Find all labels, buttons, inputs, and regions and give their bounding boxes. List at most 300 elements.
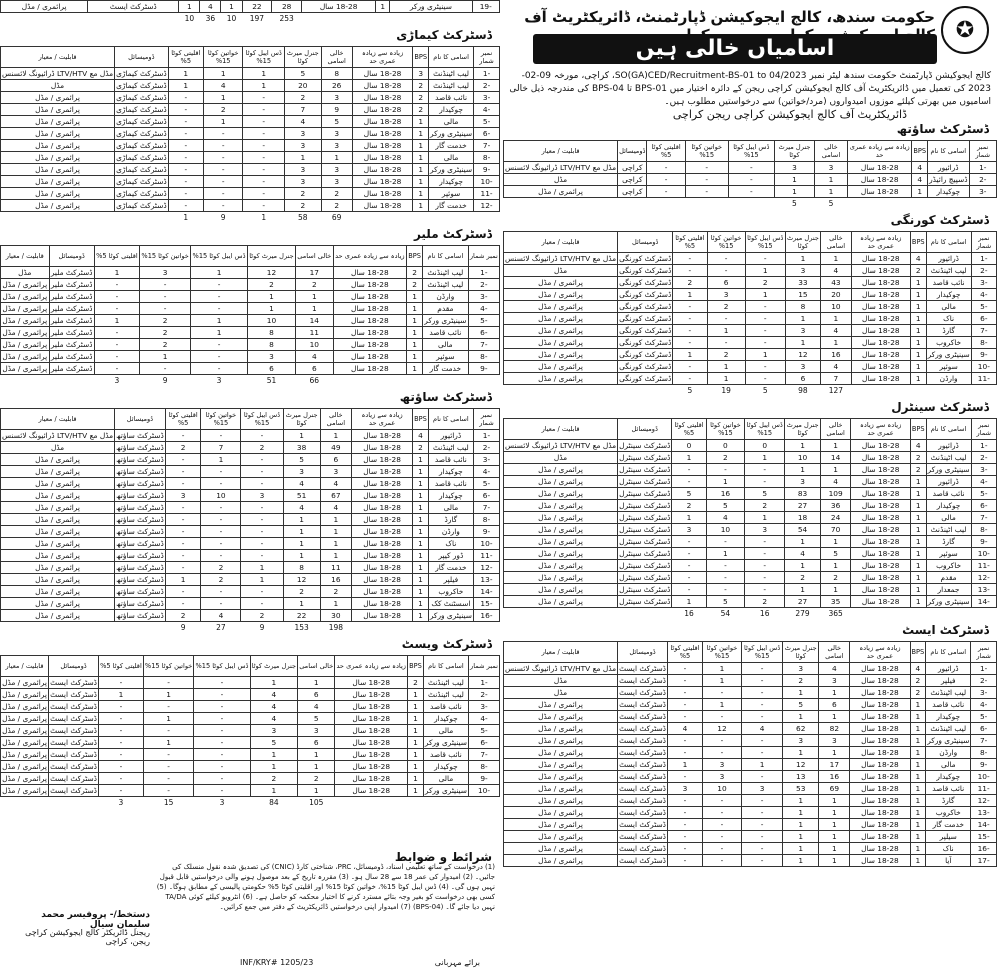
table-cell: 4 — [910, 663, 926, 675]
table-cell: 2 — [672, 500, 706, 512]
table-cell: ڈسٹرکٹ ملیر — [50, 267, 93, 277]
table-cell: ڈسٹرکٹ ساؤتھ — [116, 598, 164, 608]
totals-spacer — [352, 622, 413, 634]
table-cell: 2 — [910, 687, 926, 699]
table-cell: - — [745, 572, 785, 584]
table-cell: 1 — [408, 761, 424, 773]
table-cell: جمعدار — [926, 584, 971, 596]
table-cell: 1 — [413, 538, 429, 550]
column-header: ڈس ایبل کوٹا 15% — [241, 409, 283, 430]
table-cell: پرائمری / مڈل — [2, 785, 47, 795]
table-cell: 0 — [672, 440, 706, 452]
column-header: BPS — [912, 141, 928, 162]
table-cell: ڈسٹرکٹ ایسٹ — [619, 747, 666, 757]
table-cell: -10 — [971, 361, 996, 373]
table-cell: - — [194, 701, 250, 713]
totals-spacer — [333, 375, 407, 387]
total-value: 5 — [687, 385, 693, 395]
district-title: ڈسٹرکٹ ساؤتھ — [399, 390, 492, 404]
table-cell: پرائمری / مڈل — [504, 759, 618, 771]
table-cell: - — [702, 711, 741, 723]
district-title: ڈسٹرکٹ ساؤتھ — [896, 122, 989, 136]
table-cell: 18-28 سال — [851, 476, 910, 488]
table-cell: 1 — [774, 186, 814, 198]
table-cell: -3 — [971, 277, 996, 289]
table-cell: 1 — [413, 128, 429, 140]
table-row — [504, 795, 997, 807]
table-cell: -8 — [971, 747, 997, 759]
table-cell: ڈسٹرکٹ کورنگی — [619, 361, 672, 371]
table-cell: مالی — [926, 512, 971, 524]
table-cell: 1 — [702, 675, 741, 687]
table-cell: 1 — [785, 560, 820, 572]
table-row — [1, 104, 500, 116]
table-cell: 1 — [413, 574, 429, 586]
table-cell: ڈسٹرکٹ ساؤتھ — [116, 454, 164, 464]
totals-spacer — [376, 13, 390, 25]
table-cell: -3 — [969, 186, 996, 198]
total-value: 279 — [795, 608, 810, 618]
table-cell: - — [191, 351, 248, 363]
table-cell: ڈسٹرکٹ ایسٹ — [50, 785, 97, 795]
table-cell: - — [203, 140, 242, 152]
table-cell: - — [243, 92, 285, 104]
table-cell: پرائمری / مڈل — [2, 315, 48, 325]
table-cell: 3 — [321, 176, 352, 188]
table-cell: 3 — [742, 783, 783, 795]
table-cell: 1 — [910, 361, 926, 373]
table-cell: 18-28 سال — [851, 301, 910, 313]
table-cell: - — [99, 725, 144, 737]
table-cell: ڈسٹرکٹ کورنگی — [619, 277, 672, 287]
table-cell: چوکیدار — [429, 104, 474, 116]
table-cell: -6 — [971, 313, 996, 325]
total-value — [647, 198, 685, 210]
district-table — [503, 641, 997, 878]
table-row — [504, 560, 997, 572]
table-cell: 4 — [910, 253, 926, 265]
table-cell: ڈسٹرکٹ ساؤتھ — [116, 442, 164, 452]
table-cell: - — [243, 176, 285, 188]
table-cell: 22 — [283, 610, 320, 622]
table-cell: ڈسٹرکٹ کیماڑی — [116, 128, 167, 138]
table-cell: 12 — [247, 267, 295, 279]
table-cell: 2 — [706, 452, 744, 464]
table-cell: نائب قاصد — [926, 277, 971, 289]
table-cell: -7 — [971, 512, 996, 524]
table-cell: -9 — [971, 759, 997, 771]
table-cell: سینیٹری ورکر — [429, 610, 472, 620]
table-cell: مالی — [429, 116, 474, 128]
table-cell: 11 — [320, 562, 351, 574]
table-cell: 14 — [820, 452, 851, 464]
column-header: قابلیت / معیار — [1, 246, 50, 267]
table-cell: سینیٹری ورکر — [390, 1, 472, 13]
table-cell: -3 — [473, 454, 499, 466]
table-cell: 3 — [774, 162, 814, 174]
table-cell: 1 — [250, 749, 298, 761]
table-cell: 2 — [247, 279, 295, 291]
total-value: 9 — [220, 212, 226, 222]
table-cell: -14 — [473, 586, 499, 598]
conditions-text: (1) درخواست کے ساتھ تعلیمی اسناد، ڈومیسائل، PRC، شناختی کارڈ (CNIC) کی تصدیق شدہ نقول منسلک کی جائیں۔ (2) امیدوار کی عمر 18 سے 28 سال ہو۔ (3) مقررہ تاریخ کے بعد موصول ہونے والی درخواستیں قابل قبول نہیں ہوں گی۔ (4) ڈس ایبل کوٹا 15%، خواتین کوٹا 15% اور اقلیتی کوٹا 5% حکومتی پالیسی کے مطابق ہوگا۔ (5) کسی بھی درخواست کو بغیر وجہ بتائے مسترد کرنے کا اختیار محکمہ کو حاصل ہے۔ (6) انٹرویو کیلئے کوئی TA/DA نہیں دیا جائے گا۔ (BPS-04) (7) امیدوار اپنی درخواستیں ڈائریکٹریٹ کے دفتر میں جمع کرائیں۔ — [156, 863, 495, 911]
table-row — [504, 747, 997, 759]
table-row — [1, 562, 500, 574]
table-row — [504, 452, 997, 464]
table-cell: 4 — [821, 265, 852, 277]
column-header: ڈس ایبل کوٹا 15% — [745, 232, 785, 253]
signatory-designation: ریجنل ڈائریکٹر کالج ایجوکیشن کراچی ریجن، کراچی — [25, 928, 150, 946]
table-cell: - — [143, 761, 194, 773]
column-header: جنرل میرٹ کوٹا — [783, 642, 819, 663]
table-cell: 2 — [140, 327, 191, 339]
table-cell: ڈسٹرکٹ کیماڑی — [116, 164, 167, 174]
table-cell: 2 — [413, 80, 429, 92]
table-cell: 18-28 سال — [333, 291, 407, 303]
table-cell: ڈور کیپر — [428, 550, 473, 562]
total-value: 51 — [266, 375, 277, 385]
table-cell: ڈسٹرکٹ ملیر — [50, 291, 93, 301]
table-cell: پرائمری / مڈل — [2, 339, 48, 349]
column-header: خواتین کوٹا 15% — [707, 232, 745, 253]
table-cell: 18-28 سال — [333, 279, 407, 291]
table-cell: -2 — [468, 279, 499, 291]
table-cell: 1 — [407, 363, 423, 375]
table-cell: خدمت گار — [429, 140, 474, 152]
table-cell: 1 — [819, 843, 850, 855]
table-cell: 1 — [191, 315, 248, 327]
table-cell: 26 — [321, 80, 352, 92]
table-cell: -2 — [473, 442, 499, 454]
table-cell: -12 — [474, 200, 500, 212]
table-cell: 4 — [298, 701, 335, 713]
table-cell: - — [165, 430, 201, 442]
table-cell: پرائمری / مڈل — [504, 536, 618, 548]
table-row — [1, 303, 500, 315]
column-header: زیادہ سے زیادہ عمری حد — [851, 232, 910, 253]
table-cell: 6 — [247, 363, 295, 375]
table-cell: چوکیدار — [423, 713, 468, 725]
table-cell: 1 — [745, 265, 785, 277]
total-value: 253 — [279, 13, 294, 23]
column-header: جنرل میرٹ کوٹا — [285, 47, 322, 68]
district-table — [503, 231, 997, 396]
table-cell: پرائمری / مڈل — [504, 843, 618, 855]
column-header: ڈومیسائل — [618, 141, 647, 162]
column-header: اسامی کا نام — [423, 246, 469, 267]
table-cell: - — [742, 711, 783, 723]
table-cell: 1 — [413, 454, 429, 466]
table-cell: ڈسٹرکٹ ساؤتھ — [116, 538, 164, 548]
table-cell: -1 — [469, 677, 500, 689]
table-cell: ڈسپیچ رائیڈر — [929, 174, 968, 184]
table-row — [504, 500, 997, 512]
column-header: ڈومیسائل — [115, 409, 166, 430]
table-cell: 5 — [283, 454, 320, 466]
total-value: 27 — [216, 622, 226, 632]
table-cell: 18-28 سال — [850, 855, 910, 867]
table-cell: 3 — [783, 663, 819, 675]
totals-spacer — [928, 198, 969, 210]
table-cell: مڈل مع LTV/HTV ڈرائیونگ لائسنس — [505, 253, 617, 263]
table-cell: 18-28 سال — [850, 687, 910, 699]
table-cell: -11 — [971, 560, 996, 572]
table-cell: لیب اٹینڈنٹ — [423, 677, 468, 689]
table-cell: 18-28 سال — [333, 339, 407, 351]
table-cell: - — [742, 687, 783, 699]
table-cell: - — [194, 689, 250, 701]
table-cell: ڈسٹرکٹ ساؤتھ — [116, 478, 164, 488]
table-cell: ڈسٹرکٹ ایسٹ — [50, 713, 97, 723]
table-cell: 18-28 سال — [333, 327, 407, 339]
table-cell: لیب اٹینڈنٹ — [423, 689, 468, 701]
totals-spacer — [1, 13, 88, 25]
table-cell: 3 — [285, 164, 322, 176]
table-cell: ڈسٹرکٹ سینٹرل — [619, 596, 671, 606]
table-cell: 5 — [321, 116, 352, 128]
table-cell: 18-28 سال — [851, 488, 910, 500]
table-cell: -10 — [473, 538, 499, 550]
table-cell: 18-28 سال — [333, 267, 407, 279]
table-row — [1, 478, 500, 490]
table-cell: پرائمری / مڈل — [504, 488, 618, 500]
table-cell: 18-28 سال — [352, 514, 413, 526]
total-value — [685, 198, 728, 210]
table-row — [1, 514, 500, 526]
table-row — [504, 723, 997, 735]
table-cell: 18-28 سال — [850, 843, 910, 855]
table-cell: 1 — [250, 785, 298, 797]
table-cell: 3 — [667, 783, 702, 795]
table-cell: 18-28 سال — [851, 277, 910, 289]
table-row — [504, 325, 997, 337]
table-cell: 6 — [785, 373, 820, 385]
column-header: جنرل میرٹ کوٹا — [774, 141, 814, 162]
table-cell: ڈسٹرکٹ ایسٹ — [619, 771, 666, 781]
table-cell: ڈرائیور — [428, 430, 473, 442]
column-header: BPS — [413, 409, 429, 430]
table-cell: 1 — [283, 598, 320, 610]
table-cell: سینیٹری ورکر — [424, 315, 467, 325]
table-cell: 18-28 سال — [335, 713, 408, 725]
table-cell: پرائمری / مڈل — [504, 831, 618, 843]
table-cell: ڈسٹرکٹ ملیر — [50, 279, 93, 289]
table-cell: 3 — [298, 725, 335, 737]
table-cell: 1 — [320, 514, 351, 526]
table-row — [504, 349, 997, 361]
district-table — [0, 46, 500, 223]
table-row — [1, 586, 500, 598]
table-cell: پرائمری / مڈل — [504, 771, 618, 783]
table-cell: فیلپر — [926, 675, 971, 687]
table-cell: - — [667, 687, 702, 699]
table-row — [1, 598, 500, 610]
column-header: اسامی کا نام — [926, 419, 971, 440]
table-cell: 1 — [247, 291, 295, 303]
table-cell: 18-28 سال — [352, 538, 413, 550]
table-cell: 18-28 سال — [850, 747, 910, 759]
table-cell: پرائمری / مڈل — [1, 140, 115, 152]
table-cell: -1 — [971, 253, 996, 265]
table-cell: 10 — [706, 524, 744, 536]
table-cell: 3 — [283, 466, 320, 478]
table-cell: -7 — [468, 339, 499, 351]
district-table — [0, 0, 500, 24]
column-header: خواتین کوٹا 15% — [203, 47, 242, 68]
table-row — [1, 315, 500, 327]
table-cell: -8 — [473, 514, 499, 526]
table-cell: 18-28 سال — [851, 289, 910, 301]
table-cell: 4 — [250, 689, 298, 701]
column-header: نمبر شمار — [473, 409, 499, 430]
table-cell: 18-28 سال — [352, 454, 413, 466]
table-cell: 1 — [820, 440, 851, 452]
table-cell: لیب اٹینڈنٹ — [926, 723, 971, 735]
table-cell: ڈسٹرکٹ ساؤتھ — [116, 502, 164, 512]
table-cell: 2 — [320, 586, 351, 598]
table-cell: 2 — [707, 301, 745, 313]
table-cell: 1 — [413, 586, 429, 598]
totals-row — [504, 385, 997, 397]
table-cell: 18-28 سال — [352, 598, 413, 610]
table-cell: - — [191, 303, 248, 315]
totals-spacer — [910, 385, 926, 397]
totals-row — [504, 867, 997, 879]
table-cell: -4 — [474, 104, 500, 116]
table-cell: پرائمری / مڈل — [1, 104, 115, 116]
table-cell: 1 — [910, 723, 926, 735]
table-cell: - — [706, 464, 744, 476]
table-cell: 1 — [702, 699, 741, 711]
table-cell: 18-28 سال — [352, 586, 413, 598]
table-row — [1, 291, 500, 303]
table-cell: 1 — [707, 325, 745, 337]
table-cell: 18-28 سال — [352, 550, 413, 562]
totals-spacer — [618, 385, 673, 397]
table-cell: خاکروب — [926, 337, 971, 349]
table-cell: - — [168, 140, 203, 152]
table-cell: - — [203, 128, 242, 140]
table-cell: 5 — [285, 68, 322, 80]
table-cell: - — [702, 831, 741, 843]
table-cell: ناک — [926, 843, 971, 855]
table-cell: پرائمری / مڈل — [1, 92, 115, 104]
table-cell: 18-28 سال — [333, 303, 407, 315]
table-row — [1, 550, 500, 562]
table-cell: 69 — [819, 783, 850, 795]
table-cell: - — [201, 550, 241, 562]
table-cell: پرائمری / مڈل — [2, 351, 48, 361]
table-row — [504, 699, 997, 711]
table-cell: پرائمری / مڈل — [1, 526, 115, 538]
table-cell: 1 — [819, 831, 850, 843]
table-cell: 1 — [283, 514, 320, 526]
totals-row — [504, 198, 997, 210]
table-cell: پرائمری / مڈل — [1, 1, 88, 13]
total-value: 84 — [269, 797, 279, 807]
table-cell: 5 — [706, 500, 744, 512]
table-cell: 18-28 سال — [851, 572, 910, 584]
signature: دستخط/- پروفیسر محمد سلیمان سیال — [41, 910, 150, 930]
table-cell: 1 — [910, 783, 926, 795]
table-cell: ناک — [428, 538, 473, 550]
table-cell: - — [745, 584, 785, 596]
table-cell: - — [742, 831, 783, 843]
totals-spacer — [504, 867, 618, 879]
table-cell: 18-28 سال — [851, 536, 910, 548]
table-cell: پرائمری / مڈل — [504, 361, 618, 373]
table-cell: ڈسٹرکٹ سینٹرل — [619, 536, 671, 546]
table-cell: 4 — [821, 361, 852, 373]
table-cell: -8 — [474, 152, 500, 164]
table-cell: - — [165, 466, 201, 478]
table-cell: 1 — [745, 289, 785, 301]
table-cell: - — [667, 675, 702, 687]
table-cell: - — [702, 747, 741, 759]
table-cell: 4 — [785, 548, 820, 560]
table-cell: ڈسٹرکٹ کورنگی — [619, 325, 672, 335]
table-cell: 18-28 سال — [352, 140, 413, 152]
table-cell: - — [194, 725, 250, 737]
table-cell: 2 — [140, 315, 191, 327]
table-cell: گارڈ — [428, 514, 473, 526]
table-cell: - — [667, 663, 702, 675]
table-cell: - — [94, 327, 139, 339]
column-header: اقلیتی کوٹا 5% — [94, 246, 139, 267]
table-cell: -6 — [468, 327, 499, 339]
table-cell: 2 — [910, 452, 926, 464]
table-cell: -5 — [473, 478, 499, 490]
table-cell: - — [745, 464, 785, 476]
table-row — [1, 152, 500, 164]
table-cell: ڈسٹرکٹ ساؤتھ — [116, 610, 164, 620]
table-cell: 3 — [321, 92, 352, 104]
table-cell: - — [201, 502, 241, 514]
table-cell: خدمت گار — [423, 363, 469, 375]
column-header: BPS — [910, 642, 926, 663]
table-cell: -8 — [971, 337, 996, 349]
table-cell: 1 — [413, 116, 429, 128]
table-cell: ڈسٹرکٹ ساؤتھ — [116, 586, 164, 596]
table-row — [1, 339, 500, 351]
column-header: زیادہ سے زیادہ عمری حد — [848, 141, 912, 162]
table-cell: 1 — [203, 116, 242, 128]
table-cell: 4 — [706, 512, 744, 524]
table-cell: 3 — [672, 524, 706, 536]
table-cell: - — [94, 303, 139, 315]
table-cell: -6 — [474, 128, 500, 140]
table-cell: 1 — [783, 687, 819, 699]
table-cell: پرائمری / مڈل — [2, 327, 48, 337]
table-cell: 18-28 سال — [352, 164, 413, 176]
table-cell: 20 — [821, 289, 852, 301]
table-cell: پرائمری / مڈل — [504, 325, 618, 337]
table-cell: سینیٹری ورکر — [424, 737, 467, 747]
table-cell: پرائمری / مڈل — [504, 301, 618, 313]
table-cell: 1 — [742, 759, 783, 771]
table-cell: 1 — [241, 574, 283, 586]
table-cell: - — [241, 430, 283, 442]
table-cell: - — [143, 677, 194, 689]
column-header: خالی اسامی — [321, 47, 352, 68]
table-cell: 1 — [296, 291, 334, 303]
table-cell: ڈسٹرکٹ ساؤتھ — [116, 490, 164, 500]
table-cell: نائب قاصد — [926, 488, 971, 500]
table-cell: 1 — [408, 737, 424, 749]
table-cell: 18-28 سال — [851, 500, 910, 512]
table-cell: - — [201, 538, 241, 550]
table-cell: 1 — [910, 536, 926, 548]
